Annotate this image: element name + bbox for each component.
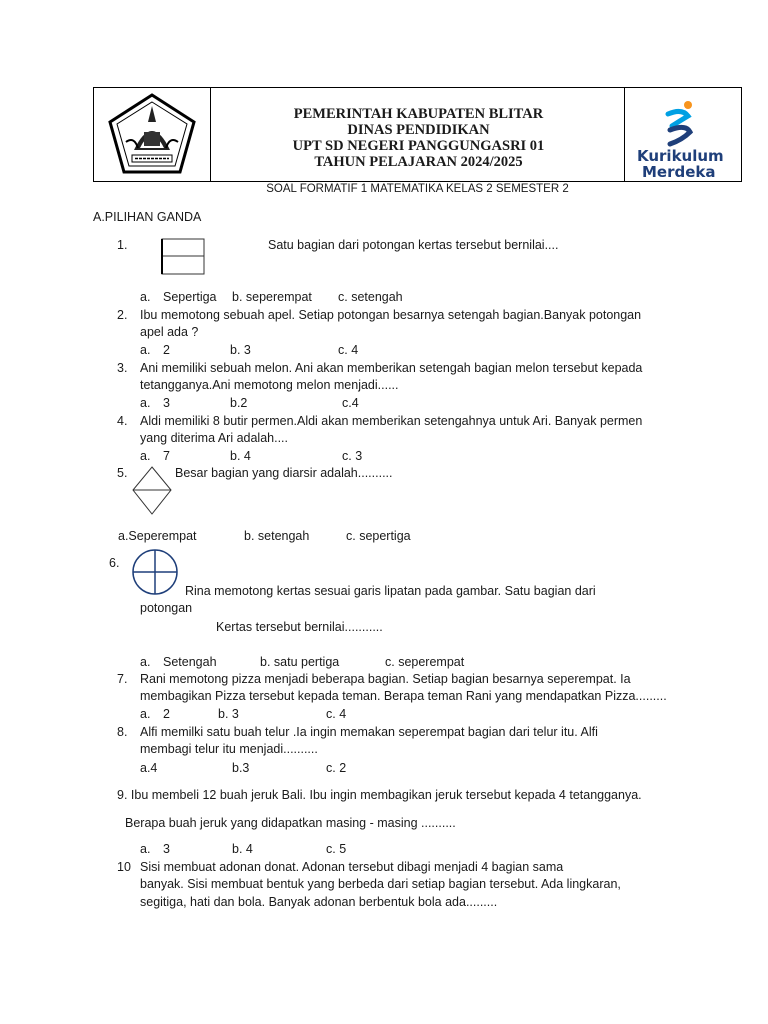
q4-line-2: yang diterima Ari adalah.... <box>140 431 288 445</box>
q9-option-a: 3 <box>163 842 170 856</box>
header-line-1: PEMERINTAH KABUPATEN BLITAR <box>293 106 544 122</box>
q5-text: Besar bagian yang diarsir adalah.......... <box>175 466 393 480</box>
q1-paper-figure <box>161 238 205 275</box>
q3-line-1: Ani memiliki sebuah melon. Ani akan memberikan setengah bagian melon tersebut kepada <box>140 361 643 375</box>
q4-number: 4. <box>117 414 128 428</box>
q6-line-3: Kertas tersebut bernilai........... <box>216 620 383 634</box>
q8-option-c: c. 2 <box>326 761 347 775</box>
q2-option-a: 2 <box>163 343 170 357</box>
q7-line-2: membagikan Pizza tersebut kepada teman. Berapa teman Rani yang mendapatkan Pizza......... <box>140 689 667 703</box>
q9-option-a-label: a. <box>140 842 151 856</box>
q6-number: 6. <box>109 556 120 570</box>
q5-option-c: c. sepertiga <box>346 529 411 543</box>
q6-option-c: c. seperempat <box>385 655 465 669</box>
q3-line-2: tetangganya.Ani memotong melon menjadi...... <box>140 378 399 392</box>
q8-option-a: a.4 <box>140 761 158 775</box>
q7-line-1: Rani memotong pizza menjadi beberapa bagian. Setiap bagian besarnya seperempat. Ia <box>140 672 631 686</box>
q10-line-1: Sisi membuat adonan donat. Adonan tersebut dibagi menjadi 4 bagian sama <box>140 860 564 874</box>
q1-option-c: c. setengah <box>338 290 403 304</box>
header-title-block <box>211 106 626 170</box>
q6-circle-figure <box>131 548 179 596</box>
header-bottom-line <box>623 181 742 182</box>
q4-option-a: 7 <box>163 449 170 463</box>
q5-option-a: a.Seperempat <box>118 529 197 543</box>
q4-option-c: c. 3 <box>342 449 363 463</box>
section-heading: A.PILIHAN GANDA <box>93 210 202 224</box>
q5-number: 5. <box>117 466 128 480</box>
q1-option-b: b. seperempat <box>232 290 312 304</box>
q3-option-b: b.2 <box>230 396 248 410</box>
q4-option-b: b. 4 <box>230 449 251 463</box>
q9-option-c: c. 5 <box>326 842 347 856</box>
q5-diamond-figure <box>131 466 173 516</box>
q4-line-1: Aldi memiliki 8 butir permen.Aldi akan memberikan setengahnya untuk Ari. Banyak permen <box>140 414 643 428</box>
q1-option-a-label: a. <box>140 290 151 304</box>
merdeka-text: Merdeka <box>642 163 716 181</box>
q1-number: 1. <box>117 238 128 252</box>
q1-text: Satu bagian dari potongan kertas tersebut bernilai.... <box>268 238 559 252</box>
kurikulum-text: Kurikulum <box>637 147 724 165</box>
q4-option-a-label: a. <box>140 449 151 463</box>
q6-line-2: potongan <box>140 601 193 615</box>
kurikulum-merdeka-logo-icon <box>660 100 704 148</box>
q7-number: 7. <box>117 672 128 686</box>
q2-line-1: Ibu memotong sebuah apel. Setiap potongan besarnya setengah bagian.Banyak potongan <box>140 308 642 322</box>
q6-option-a: Setengah <box>163 655 217 669</box>
q3-option-a-label: a. <box>140 396 151 410</box>
q3-option-a: 3 <box>163 396 170 410</box>
q9-line-1: 9. Ibu membeli 12 buah jeruk Bali. Ibu ingin membagikan jeruk tersebut kepada 4 tetangganya. <box>117 788 642 802</box>
q9-line-2: Berapa buah jeruk yang didapatkan masing - masing .......... <box>125 816 456 830</box>
q8-number: 8. <box>117 725 128 739</box>
q7-option-a: 2 <box>163 707 170 721</box>
q2-number: 2. <box>117 308 128 322</box>
q6-option-b: b. satu pertiga <box>260 655 340 669</box>
q1-option-a: Sepertiga <box>163 290 217 304</box>
q8-line-2: membagi telur itu menjadi.......... <box>140 742 318 756</box>
q3-option-c: c.4 <box>342 396 359 410</box>
header-line-4: TAHUN PELAJARAN 2024/2025 <box>314 154 523 170</box>
q2-option-c: c. 4 <box>338 343 359 357</box>
q5-option-b: b. setengah <box>244 529 310 543</box>
q10-line-3: segitiga, hati dan bola. Banyak adonan berbentuk bola ada......... <box>140 895 498 909</box>
blitar-crest-icon <box>104 92 200 178</box>
q8-line-1: Alfi memilki satu buah telur .Ia ingin memakan seperempat bagian dari telur itu. Alfi <box>140 725 598 739</box>
q3-number: 3. <box>117 361 128 375</box>
q6-option-a-label: a. <box>140 655 151 669</box>
header-line-3: UPT SD NEGERI PANGGUNGASRI 01 <box>292 138 545 154</box>
q7-option-a-label: a. <box>140 707 151 721</box>
q10-line-2: banyak. Sisi membuat bentuk yang berbeda dari setiap bagian tersebut. Ada lingkaran, <box>140 877 621 891</box>
q6-line-1: Rina memotong kertas sesuai garis lipatan pada gambar. Satu bagian dari <box>185 584 596 598</box>
document-subtitle: SOAL FORMATIF 1 MATEMATIKA KELAS 2 SEMESTER 2 <box>266 183 569 195</box>
q2-line-2: apel ada ? <box>140 325 199 339</box>
q8-option-b: b.3 <box>232 761 250 775</box>
q9-option-b: b. 4 <box>232 842 253 856</box>
q7-option-c: c. 4 <box>326 707 347 721</box>
q2-option-b: b. 3 <box>230 343 251 357</box>
q7-option-b: b. 3 <box>218 707 239 721</box>
header-line-2: DINAS PENDIDIKAN <box>347 122 490 138</box>
q2-option-a-label: a. <box>140 343 151 357</box>
q10-number: 10 <box>117 860 131 874</box>
